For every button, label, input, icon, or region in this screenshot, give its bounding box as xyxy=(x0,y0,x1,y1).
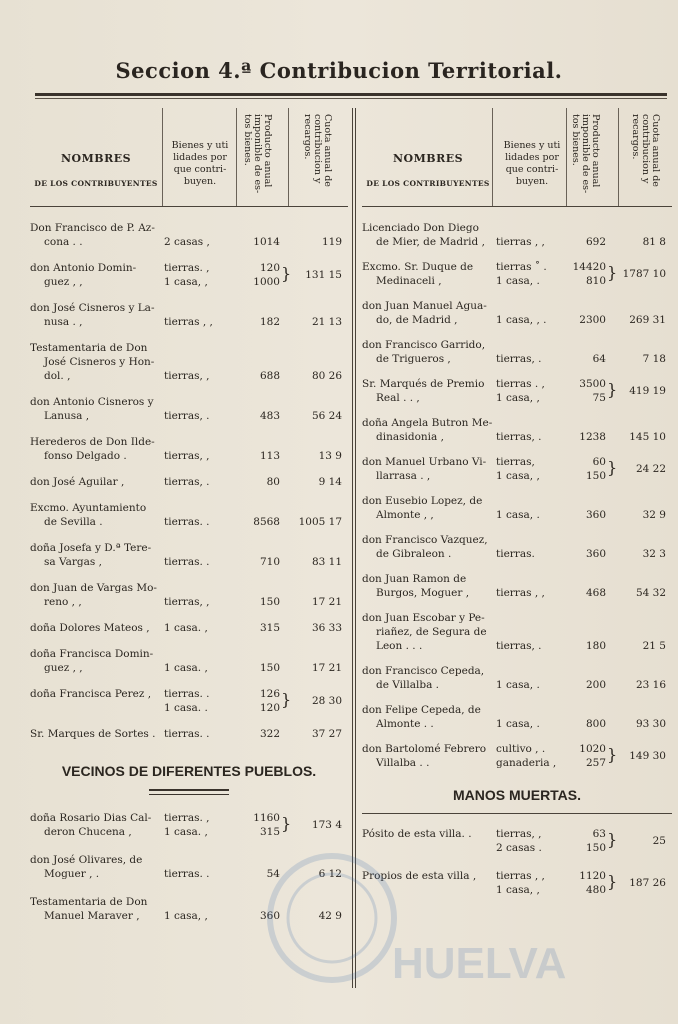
name-line: doña Dolores Mateos , xyxy=(30,622,150,634)
bienes-line: tierras. . xyxy=(164,688,210,700)
bienes-cell xyxy=(164,811,234,839)
producto-value: 64 xyxy=(592,353,606,365)
name-line: doña Angela Butron Me- xyxy=(362,417,493,429)
contributor-name xyxy=(30,435,166,463)
bienes-cell xyxy=(496,313,566,327)
contributor-name xyxy=(30,301,166,329)
producto-cell xyxy=(236,621,280,635)
name-line: don Antonio Domin- xyxy=(30,262,137,274)
cuota-cell: 21 5 xyxy=(642,640,666,652)
name-line: Propios de esta villa , xyxy=(362,870,477,882)
bienes-line: tierras, , xyxy=(164,596,210,608)
producto-cell xyxy=(236,727,280,741)
manos-rule xyxy=(362,813,672,814)
producto-cell xyxy=(562,313,606,327)
bienes-line: 1 casa, . xyxy=(496,718,540,730)
producto-cell xyxy=(236,369,280,383)
cuota-cell: 1005 17 xyxy=(298,516,342,528)
producto-cell xyxy=(562,260,606,288)
bienes-line: 1 casa, . xyxy=(496,509,540,521)
left-table-header xyxy=(30,108,348,207)
producto-value: 692 xyxy=(585,236,606,248)
producto-cell xyxy=(236,595,280,609)
bienes-cell xyxy=(496,508,566,522)
header-bienes: Bienes y uti lidades por que contri- buyen. xyxy=(171,140,229,187)
name-line: riañez, de Segura de xyxy=(376,626,487,638)
bienes-cell xyxy=(496,260,566,288)
contributor-name xyxy=(30,475,166,489)
contributor-name xyxy=(30,727,166,741)
name-line: Lanusa , xyxy=(44,410,90,422)
contributor-name xyxy=(30,395,166,423)
bienes-cell xyxy=(164,515,234,529)
left-column xyxy=(30,108,348,922)
producto-cell xyxy=(562,377,606,405)
bienes-line: tierras. xyxy=(496,548,535,560)
contributor-name xyxy=(30,261,166,289)
producto-value: 315 xyxy=(259,826,280,838)
producto-value: 200 xyxy=(585,679,606,691)
cuota-cell: 187 26 xyxy=(629,877,666,889)
bienes-line: tierras , , xyxy=(496,236,545,248)
bienes-cell xyxy=(496,639,566,653)
bienes-line: tierras, , xyxy=(496,828,542,840)
brace-glyph: } xyxy=(607,745,618,764)
bienes-cell xyxy=(496,717,566,731)
contributor-name xyxy=(362,494,498,522)
archive-stamp-watermark xyxy=(262,828,622,998)
producto-value: 468 xyxy=(585,587,606,599)
name-line: Excmo. Sr. Duque de xyxy=(362,261,474,273)
cuota-cell: 80 26 xyxy=(311,370,342,382)
name-line: nusa . , xyxy=(44,316,83,328)
cuota-cell: 6 12 xyxy=(318,868,342,880)
brace-glyph: } xyxy=(281,814,292,833)
name-line: don Juan Escobar y Pe- xyxy=(362,612,485,624)
right-table-header xyxy=(362,108,672,207)
name-line: Pósito de esta villa. . xyxy=(362,828,472,840)
name-line: Medinaceli , xyxy=(376,275,442,287)
producto-value: 182 xyxy=(259,316,280,328)
bienes-line: 1 casa, , xyxy=(496,470,540,482)
name-line: Burgos, Moguer , xyxy=(376,587,470,599)
bienes-line: 1 casa. . xyxy=(164,702,208,714)
bienes-line: tierras , , xyxy=(496,870,545,882)
contributor-name xyxy=(30,895,166,923)
bienes-line: 1 casa. , xyxy=(164,622,208,634)
name-line: de Sevilla . xyxy=(44,516,103,528)
bienes-line: 1 casa, , xyxy=(496,884,540,896)
contributor-name xyxy=(30,647,166,675)
cuota-cell: 42 9 xyxy=(318,910,342,922)
contributor-name xyxy=(30,581,166,609)
producto-cell xyxy=(562,352,606,366)
contributor-name xyxy=(362,703,498,731)
name-line: Almonte . . xyxy=(376,718,434,730)
producto-cell xyxy=(236,687,280,715)
cuota-cell: 7 18 xyxy=(642,353,666,365)
producto-value: 113 xyxy=(259,450,280,462)
producto-cell xyxy=(562,547,606,561)
contributor-name xyxy=(30,687,166,701)
bienes-cell xyxy=(164,409,234,423)
bienes-line: tierras. , xyxy=(164,262,210,274)
producto-cell xyxy=(236,409,280,423)
brace-glyph: } xyxy=(607,872,618,891)
producto-cell xyxy=(562,742,606,770)
watermark-text: HUELVA xyxy=(392,939,567,988)
bienes-line: tierras, . xyxy=(496,431,542,443)
name-line: Leon . . . xyxy=(376,640,423,652)
producto-cell xyxy=(236,315,280,329)
name-line: don Bartolomé Febrero xyxy=(362,743,487,755)
cuota-cell: 32 3 xyxy=(642,548,666,560)
producto-value: 120 xyxy=(259,702,280,714)
cuota-cell: 149 30 xyxy=(629,750,666,762)
name-line: doña Josefa y D.ª Tere- xyxy=(30,542,152,554)
name-line: cona . . xyxy=(44,236,83,248)
cuota-cell: 32 9 xyxy=(642,509,666,521)
producto-value: 60 xyxy=(592,456,606,468)
cuota-cell: 419 19 xyxy=(629,385,666,397)
name-line: deron Chucena , xyxy=(44,826,132,838)
producto-value: 483 xyxy=(259,410,280,422)
name-line: de Mier, de Madrid , xyxy=(376,236,485,248)
cuota-cell: 83 11 xyxy=(311,556,342,568)
producto-cell xyxy=(562,455,606,483)
bienes-line: 2 casas . xyxy=(496,842,542,854)
producto-value: 150 xyxy=(259,596,280,608)
ornament-rule xyxy=(149,789,229,795)
cuota-cell: 25 xyxy=(652,835,666,847)
bienes-line: tierras. . xyxy=(164,868,210,880)
cuota-cell: 54 32 xyxy=(635,587,666,599)
producto-cell xyxy=(236,661,280,675)
header-producto: Producto anual imponible de es- tos bienes. xyxy=(242,114,273,194)
contributor-name xyxy=(362,455,498,483)
cuota-cell: 21 13 xyxy=(311,316,342,328)
producto-cell xyxy=(562,430,606,444)
bienes-cell xyxy=(164,369,234,383)
producto-value: 180 xyxy=(585,640,606,652)
name-line: Sr. Marqués de Premio xyxy=(362,378,485,390)
producto-value: 150 xyxy=(585,842,606,854)
brace-glyph: } xyxy=(281,690,292,709)
producto-value: 1020 xyxy=(579,743,606,755)
header-cuota: Cuota anual de contribucion y recargos. xyxy=(302,114,333,187)
name-line: dinasidonia , xyxy=(376,431,444,443)
bienes-line: tierras. , xyxy=(164,812,210,824)
cuota-cell: 81 8 xyxy=(642,236,666,248)
name-line: don José Cisneros y La- xyxy=(30,302,155,314)
producto-value: 126 xyxy=(259,688,280,700)
bienes-cell xyxy=(164,595,234,609)
name-line: don Juan Ramon de xyxy=(362,573,467,585)
name-line: de Gibraleon . xyxy=(376,548,452,560)
bienes-line: tierras , , xyxy=(164,316,213,328)
producto-value: 54 xyxy=(266,868,280,880)
name-line: don José Aguilar , xyxy=(30,476,125,488)
bienes-cell xyxy=(496,547,566,561)
bienes-cell xyxy=(164,261,234,289)
bienes-line: tierras . , xyxy=(496,378,545,390)
bienes-line: tierras. . xyxy=(164,728,210,740)
cuota-cell: 17 21 xyxy=(311,596,342,608)
name-line: don Eusebio Lopez, de xyxy=(362,495,483,507)
producto-cell xyxy=(236,555,280,569)
bienes-cell xyxy=(164,687,234,715)
producto-value: 8568 xyxy=(253,516,280,528)
contributor-name xyxy=(362,221,498,249)
producto-value: 150 xyxy=(259,662,280,674)
bienes-cell xyxy=(164,661,234,675)
name-line: de Trigueros , xyxy=(376,353,451,365)
bienes-line: tierras. . xyxy=(164,556,210,568)
producto-value: 2300 xyxy=(579,314,606,326)
producto-value: 3500 xyxy=(579,378,606,390)
bienes-line: tierras, , xyxy=(164,370,210,382)
contributor-name xyxy=(362,260,498,288)
bienes-line: cultivo , . xyxy=(496,743,546,755)
contributor-name xyxy=(30,501,166,529)
bienes-cell xyxy=(164,555,234,569)
bienes-line: tierras, . xyxy=(164,476,210,488)
cuota-cell: 145 10 xyxy=(629,431,666,443)
name-line: don Juan Manuel Agua- xyxy=(362,300,487,312)
bienes-line: tierras ˚ . xyxy=(496,261,547,273)
cuota-cell: 173 4 xyxy=(311,819,342,831)
cuota-cell: 23 16 xyxy=(635,679,666,691)
contributor-name xyxy=(362,611,498,653)
producto-value: 63 xyxy=(592,828,606,840)
name-line: don Antonio Cisneros y xyxy=(30,396,154,408)
bienes-line: tierras. . xyxy=(164,516,210,528)
contributor-name xyxy=(30,853,166,881)
bienes-line: tierras, . xyxy=(496,640,542,652)
cuota-cell: 119 xyxy=(321,236,342,248)
bienes-line: ganaderia , xyxy=(496,757,557,769)
name-line: do, de Madrid , xyxy=(376,314,458,326)
brace-glyph: } xyxy=(607,380,618,399)
name-line: Real . . , xyxy=(376,392,420,404)
name-line: doña Rosario Dias Cal- xyxy=(30,812,152,824)
producto-value: 1000 xyxy=(253,276,280,288)
name-line: José Cisneros y Hon- xyxy=(44,356,155,368)
bienes-line: tierras, , xyxy=(164,450,210,462)
bienes-cell xyxy=(496,455,566,483)
bienes-line: 1 casa. , xyxy=(164,662,208,674)
bienes-cell xyxy=(164,621,234,635)
cuota-cell: 1787 10 xyxy=(622,268,666,280)
contributor-name xyxy=(362,416,498,444)
contributor-name xyxy=(362,742,498,770)
name-line: doña Francisca Domin- xyxy=(30,648,154,660)
right-column xyxy=(362,108,672,896)
contributor-name xyxy=(30,341,166,383)
name-line: guez , , xyxy=(44,276,83,288)
bienes-line: tierras, . xyxy=(496,353,542,365)
name-line: de Villalba . xyxy=(376,679,440,691)
bienes-cell xyxy=(496,377,566,405)
producto-value: 1014 xyxy=(253,236,280,248)
bienes-line: 1 casa, , . xyxy=(496,314,547,326)
name-line: don Manuel Urbano Vi- xyxy=(362,456,487,468)
name-line: llarrasa . , xyxy=(376,470,431,482)
bienes-line: 1 casa, , xyxy=(164,910,208,922)
contributor-name xyxy=(362,664,498,692)
manos-muertas-title: MANOS MUERTAS. xyxy=(452,787,582,803)
cuota-cell: 17 21 xyxy=(311,662,342,674)
header-cuota: Cuota anual de contribucion y recargos. xyxy=(630,114,661,187)
producto-value: 14420 xyxy=(572,261,606,273)
producto-cell xyxy=(562,586,606,600)
name-line: don Francisco Garrido, xyxy=(362,339,486,351)
producto-value: 322 xyxy=(259,728,280,740)
bienes-cell xyxy=(164,909,234,923)
header-names: NOMBRES DE LOS CONTRIBUYENTES xyxy=(34,152,158,188)
producto-value: 688 xyxy=(259,370,280,382)
name-line: don Francisco Vazquez, xyxy=(362,534,488,546)
bienes-line: tierras, . xyxy=(164,410,210,422)
contributor-name xyxy=(30,221,166,249)
brace-glyph: } xyxy=(607,458,618,477)
producto-value: 315 xyxy=(259,622,280,634)
name-line: dol. , xyxy=(44,370,71,382)
cuota-cell: 56 24 xyxy=(311,410,342,422)
cuota-cell: 269 31 xyxy=(629,314,666,326)
bienes-cell xyxy=(496,430,566,444)
bienes-cell xyxy=(164,449,234,463)
cuota-cell: 93 30 xyxy=(635,718,666,730)
cuota-cell: 37 27 xyxy=(311,728,342,740)
producto-value: 480 xyxy=(585,884,606,896)
producto-value: 75 xyxy=(592,392,606,404)
cuota-cell: 28 30 xyxy=(311,695,342,707)
name-line: don Felipe Cepeda, de xyxy=(362,704,481,716)
cuota-cell: 24 22 xyxy=(635,463,666,475)
header-bienes: Bienes y uti lidades por que contri- buyen. xyxy=(503,140,561,187)
producto-value: 80 xyxy=(266,476,280,488)
brace-glyph: } xyxy=(281,264,292,283)
name-line: sa Vargas , xyxy=(44,556,102,568)
contributor-name xyxy=(362,533,498,561)
producto-value: 1120 xyxy=(579,870,606,882)
bienes-cell xyxy=(164,235,234,249)
producto-cell xyxy=(236,235,280,249)
name-line: Manuel Maraver , xyxy=(44,910,140,922)
name-line: don Francisco Cepeda, xyxy=(362,665,485,677)
producto-value: 120 xyxy=(259,262,280,274)
bienes-line: 2 casas , xyxy=(164,236,210,248)
producto-value: 360 xyxy=(585,548,606,560)
cuota-cell: 36 33 xyxy=(311,622,342,634)
producto-cell xyxy=(236,261,280,289)
contributor-name xyxy=(30,541,166,569)
name-line: don José Olivares, de xyxy=(30,854,143,866)
bienes-line: 1 casa, . xyxy=(496,679,540,691)
bienes-cell xyxy=(496,678,566,692)
producto-value: 800 xyxy=(585,718,606,730)
name-line: fonso Delgado . xyxy=(44,450,127,462)
bienes-line: 1 casa, , xyxy=(164,276,208,288)
cuota-cell: 131 15 xyxy=(305,269,342,281)
bienes-line: 1 casa, , xyxy=(496,392,540,404)
name-line: Don Francisco de P. Az- xyxy=(30,222,155,234)
bienes-line: tierras , , xyxy=(496,587,545,599)
name-line: Moguer , . xyxy=(44,868,100,880)
name-line: Herederos de Don Ilde- xyxy=(30,436,155,448)
contributor-name xyxy=(30,811,166,839)
producto-value: 1238 xyxy=(579,431,606,443)
title-rule xyxy=(35,93,667,96)
bienes-cell xyxy=(496,742,566,770)
bienes-line: tierras, xyxy=(496,456,535,468)
cuota-cell: 13 9 xyxy=(318,450,342,462)
title-rule-thin xyxy=(35,98,667,99)
bienes-line: 1 casa. , xyxy=(164,826,208,838)
producto-value: 1160 xyxy=(253,812,280,824)
header-names: NOMBRES DE LOS CONTRIBUYENTES xyxy=(366,152,490,188)
name-line: Villalba . . xyxy=(376,757,430,769)
producto-cell xyxy=(236,515,280,529)
name-line: Licenciado Don Diego xyxy=(362,222,479,234)
producto-cell xyxy=(562,678,606,692)
name-line: doña Francisca Perez , xyxy=(30,688,152,700)
producto-cell xyxy=(562,235,606,249)
name-line: Almonte , , xyxy=(376,509,434,521)
header-producto: Producto anual imponible de es- tos bienes. xyxy=(570,114,601,194)
bienes-cell xyxy=(496,586,566,600)
cuota-cell: 9 14 xyxy=(318,476,342,488)
name-line: Testamentaria de Don xyxy=(30,896,148,908)
brace-glyph: } xyxy=(607,263,618,282)
bienes-cell xyxy=(496,352,566,366)
producto-value: 257 xyxy=(585,757,606,769)
bienes-cell xyxy=(164,315,234,329)
name-line: don Juan de Vargas Mo- xyxy=(30,582,157,594)
producto-cell xyxy=(562,717,606,731)
name-line: reno , , xyxy=(44,596,82,608)
bienes-cell xyxy=(164,727,234,741)
bienes-cell xyxy=(164,867,234,881)
contributor-name xyxy=(362,572,498,600)
name-line: Excmo. Ayuntamiento xyxy=(30,502,147,514)
contributor-name xyxy=(30,621,166,635)
bienes-cell xyxy=(496,235,566,249)
vecinos-title: VECINOS DE DIFERENTES PUEBLOS. xyxy=(61,763,317,779)
producto-cell xyxy=(236,475,280,489)
page-title: Seccion 4.ª Contribucion Territorial. xyxy=(115,58,563,83)
producto-value: 710 xyxy=(259,556,280,568)
contributor-name xyxy=(362,338,498,366)
name-line: guez , , xyxy=(44,662,83,674)
bienes-line: 1 casa, . xyxy=(496,275,540,287)
producto-value: 150 xyxy=(585,470,606,482)
name-line: Testamentaria de Don xyxy=(30,342,148,354)
producto-value: 360 xyxy=(259,910,280,922)
producto-cell xyxy=(562,639,606,653)
producto-value: 810 xyxy=(585,275,606,287)
brace-glyph: } xyxy=(607,830,618,849)
producto-cell xyxy=(236,449,280,463)
producto-cell xyxy=(562,508,606,522)
contributor-name xyxy=(362,299,498,327)
contributor-name xyxy=(362,377,498,405)
bienes-cell xyxy=(164,475,234,489)
name-line: Sr. Marques de Sortes . xyxy=(30,728,156,740)
producto-value: 360 xyxy=(585,509,606,521)
